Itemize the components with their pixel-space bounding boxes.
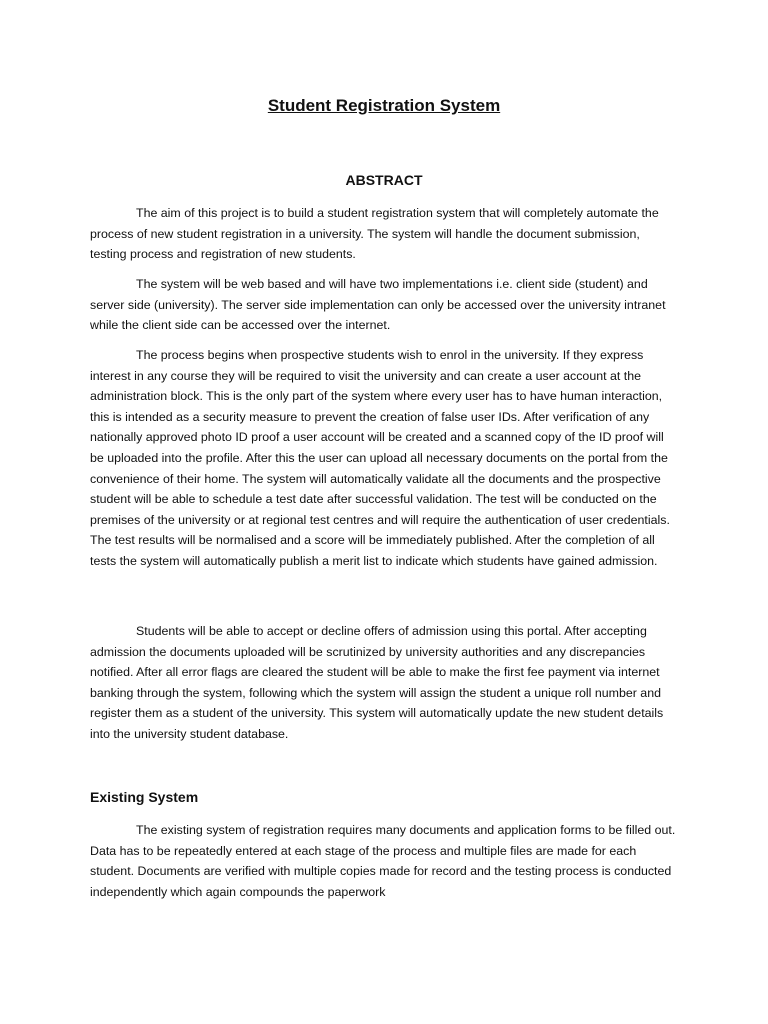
document-title: Student Registration System xyxy=(267,96,501,115)
abstract-paragraph-3: The process begins when prospective students wish to enrol in the university. If they express interest in any course they will be required to visit the university and can create a user account at the administration block. This is the only part of the system where every user has to have human interaction, this is intended as a security measure to prevent the creation of false user IDs. After verification of any nationally approved photo ID proof a user account will be created and a scanned copy of the ID proof will be uploaded into the profile. After this the user can upload all necessary documents on the portal from the convenience of their home. The system will automatically validate all the documents and the prospective student will be able to schedule a test date after successful validation. The test will be conducted on the premises of the university or at regional test centres and will require the authentication of user credentials. The test results will be normalised and a score will be immediately published. After the completion of all tests the system will automatically publish a merit list to indicate which students have gained admission. xyxy=(90,348,670,568)
existing-system-heading: Existing System xyxy=(90,789,199,805)
abstract-paragraph-4: Students will be able to accept or decline offers of admission using this portal. After accepting admission the documents uploaded will be scrutinized by university authorities and any discrepancies notified. After all error flags are cleared the student will be able to make the first fee payment via internet banking through the system, following which the system will assign the student a unique roll number and register them as a student of the university. This system will automatically update the new student details into the university student database. xyxy=(90,624,664,741)
existing-system-paragraph: The existing system of registration requires many documents and application forms to be filled out. Data has to be repeatedly entered at each stage of the process and multiple files are made for each student. Documents are verified with multiple copies made for record and the testing process is conducted independently which again compounds the paperwork xyxy=(90,823,676,899)
abstract-heading: ABSTRACT xyxy=(345,172,423,188)
abstract-paragraph-1: The aim of this project is to build a student registration system that will completely automate the process of new student registration in a university. The system will handle the document submission, testing process and registration of new students. xyxy=(90,206,659,262)
abstract-paragraph-2: The system will be web based and will have two implementations i.e. client side (student) and server side (university). The server side implementation can only be accessed over the university intranet while the client side can be accessed over the internet. xyxy=(90,277,666,333)
document-page xyxy=(90,0,678,1024)
